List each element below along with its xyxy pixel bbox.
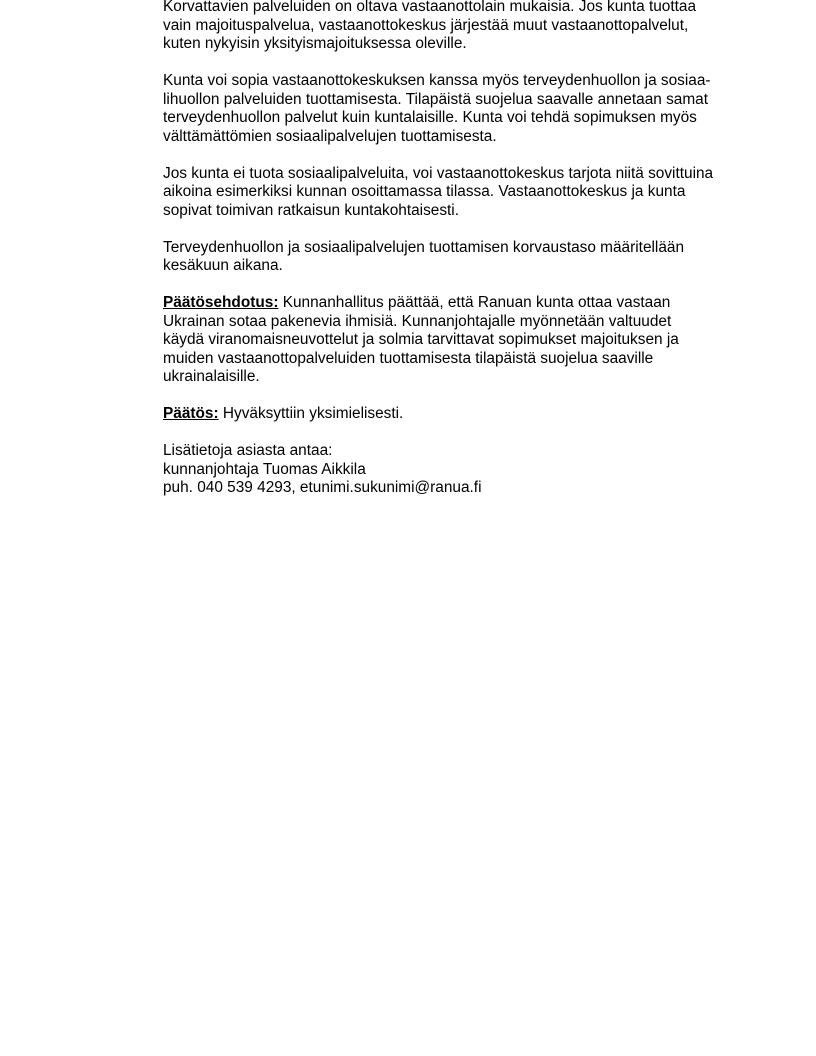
document-body (163, 0, 753, 516)
text-line: terveydenhuollon palvelut kuin kuntalaisille. Kunta voi tehdä sopimuksen myös (163, 109, 697, 126)
text-line: kesäkuun aikana. (163, 257, 283, 274)
proposal-first-line: Kunnanhallitus päättää, että Ranuan kunta ottaa vastaan (278, 294, 671, 311)
contact-heading: Lisätietoja asiasta antaa: (163, 442, 333, 459)
decision-proposal (163, 294, 753, 387)
text-line: Ukrainan sotaa pakenevia ihmisiä. Kunnanjohtajalle myönnetään valtuudet (163, 312, 672, 330)
contact-name: kunnanjohtaja Tuomas Aikkila (163, 460, 366, 478)
paragraph-social-services-arrangement (163, 165, 753, 221)
text-line: kuten nykyisin yksityismajoituksessa oleville. (163, 35, 467, 52)
text-line (163, 294, 753, 313)
text-line: ukrainalaisille. (163, 368, 260, 385)
text-line: sopivat toimivan ratkaisun kuntakohtaisesti. (163, 201, 459, 219)
text-line: aikoina esimerkiksi kunnan osoittamassa tilassa. Vastaanottokeskus ja kunta (163, 183, 686, 200)
text-line: muiden vastaanottopalveluiden tuottamisesta tilapäistä suojelua saaville (163, 349, 654, 367)
text-line: välttämättömien sosiaalipalvelujen tuottamisesta. (163, 127, 497, 145)
text-line: Kunta voi sopia vastaanottokeskuksen kanssa myös terveydenhuollon ja sosiaa- (163, 72, 711, 89)
text-line: vain majoituspalvelua, vastaanottokeskus järjestää muut vastaanottopalvelut, (163, 16, 689, 34)
decision-text: Hyväksyttiin yksimielisesti. (218, 405, 404, 422)
contact-info (163, 442, 753, 498)
text-line: käydä viranomaisneuvottelut ja solmia tarvittavat sopimukset majoituksen ja (163, 331, 679, 348)
text-line: Korvattavien palveluiden on oltava vastaanottolain mukaisia. Jos kunta tuottaa (163, 0, 697, 15)
decision (163, 405, 753, 424)
paragraph-accommodation-services (163, 0, 753, 54)
contact-details: puh. 040 539 4293, etunimi.sukunimi@ranua.fi (163, 479, 482, 496)
paragraph-health-social-services (163, 72, 753, 146)
text-line (163, 405, 753, 424)
text-line: lihuollon palveluiden tuottamisesta. Tilapäistä suojelua saavalle annetaan samat (163, 90, 709, 108)
text-line: Terveydenhuollon ja sosiaalipalvelujen tuottamisen korvaustaso määritellään (163, 238, 685, 256)
proposal-label: Päätösehdotus: (163, 294, 279, 311)
paragraph-compensation-level (163, 239, 753, 276)
decision-label: Päätös: (163, 405, 219, 422)
text-line: Jos kunta ei tuota sosiaalipalveluita, voi vastaanottokeskus tarjota niitä sovittuina (163, 164, 714, 182)
